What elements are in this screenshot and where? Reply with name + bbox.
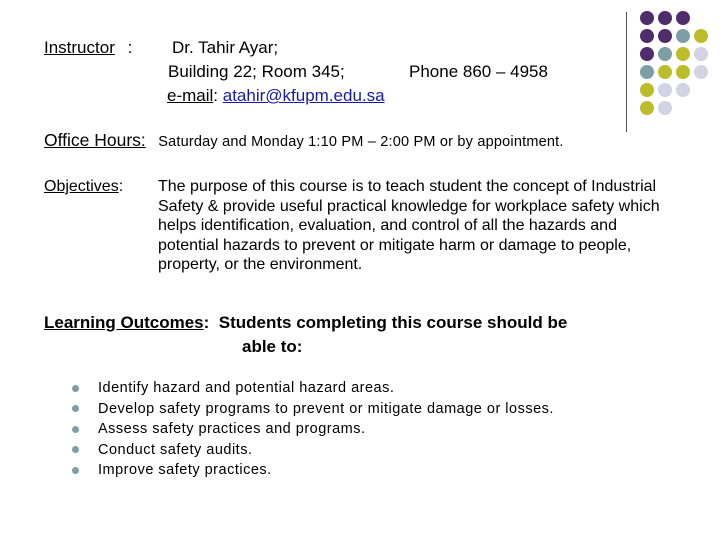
decor-dot [658, 11, 672, 25]
decor-dot [676, 11, 690, 25]
decor-dot [640, 65, 654, 79]
decor-dot [658, 29, 672, 43]
learning-outcomes-label: Learning Outcomes [44, 313, 204, 332]
office-hours-text: Saturday and Monday 1:10 PM – 2:00 PM or by appointment. [158, 134, 564, 150]
list-item [72, 460, 554, 481]
objectives-label: Objectives [44, 178, 119, 195]
email-colon: : [213, 86, 223, 105]
instructor-name: Dr. Tahir Ayar; [172, 38, 279, 57]
instructor-label-row [44, 37, 132, 59]
decor-dot [640, 101, 654, 115]
instructor-colon: : [127, 38, 133, 57]
list-item-text: Identify hazard and potential hazard areas. [98, 380, 395, 397]
bullet-icon [72, 446, 79, 453]
decor-dot [694, 65, 708, 79]
decor-dot [676, 29, 690, 43]
email-link[interactable]: atahir@kfupm.edu.sa [222, 86, 385, 105]
bullet-icon [72, 405, 79, 412]
decor-dot [640, 83, 654, 97]
decor-dot [640, 11, 654, 25]
instructor-building: Building 22; Room 345; [168, 62, 345, 81]
decor-dot [694, 29, 708, 43]
office-hours-label: Office Hours: [44, 130, 146, 150]
list-item-text: Develop safety programs to prevent or mitigate damage or losses. [98, 400, 554, 417]
decor-dot [658, 83, 672, 97]
learning-outcomes-intro-cont: able to: [242, 337, 303, 356]
list-item-text: Conduct safety audits. [98, 441, 253, 458]
email-label: e-mail [167, 86, 214, 105]
bullet-icon [72, 467, 79, 474]
list-item-text: Improve safety practices. [98, 462, 272, 479]
vertical-divider-line [626, 12, 627, 132]
objectives-text: The purpose of this course is to teach student the concept of Industrial Safety & provide useful practical knowledge for workplace safety which helps identification, evaluation, and control of all the hazards and potential hazards to prevent or mitigate harm or damage to people, property, or the environment. [158, 178, 660, 273]
instructor-phone: Phone 860 – 4958 [409, 62, 548, 81]
learning-outcomes-intro: Students completing this course should be [218, 313, 568, 332]
decor-dot [640, 47, 654, 61]
bullet-icon [72, 426, 79, 433]
decor-dot [658, 47, 672, 61]
bullet-icon [72, 385, 79, 392]
decor-dot [640, 29, 654, 43]
learning-outcomes-row [44, 312, 567, 334]
list-item-text: Assess safety practices and programs. [98, 421, 366, 438]
objectives-label-row [44, 177, 123, 197]
decor-dot [676, 65, 690, 79]
list-item [72, 419, 554, 440]
instructor-email-row [167, 85, 385, 107]
office-hours-row [44, 129, 564, 151]
decor-dot [676, 47, 690, 61]
decor-dot [658, 65, 672, 79]
decor-dot [676, 83, 690, 97]
decor-dot [658, 101, 672, 115]
list-item [72, 378, 554, 399]
list-item [72, 399, 554, 420]
objectives-colon: : [118, 178, 124, 195]
learning-outcomes-colon: : [203, 313, 219, 332]
instructor-label: Instructor [44, 38, 115, 57]
learning-outcomes-list [72, 378, 554, 481]
list-item [72, 440, 554, 461]
decor-dot [694, 47, 708, 61]
